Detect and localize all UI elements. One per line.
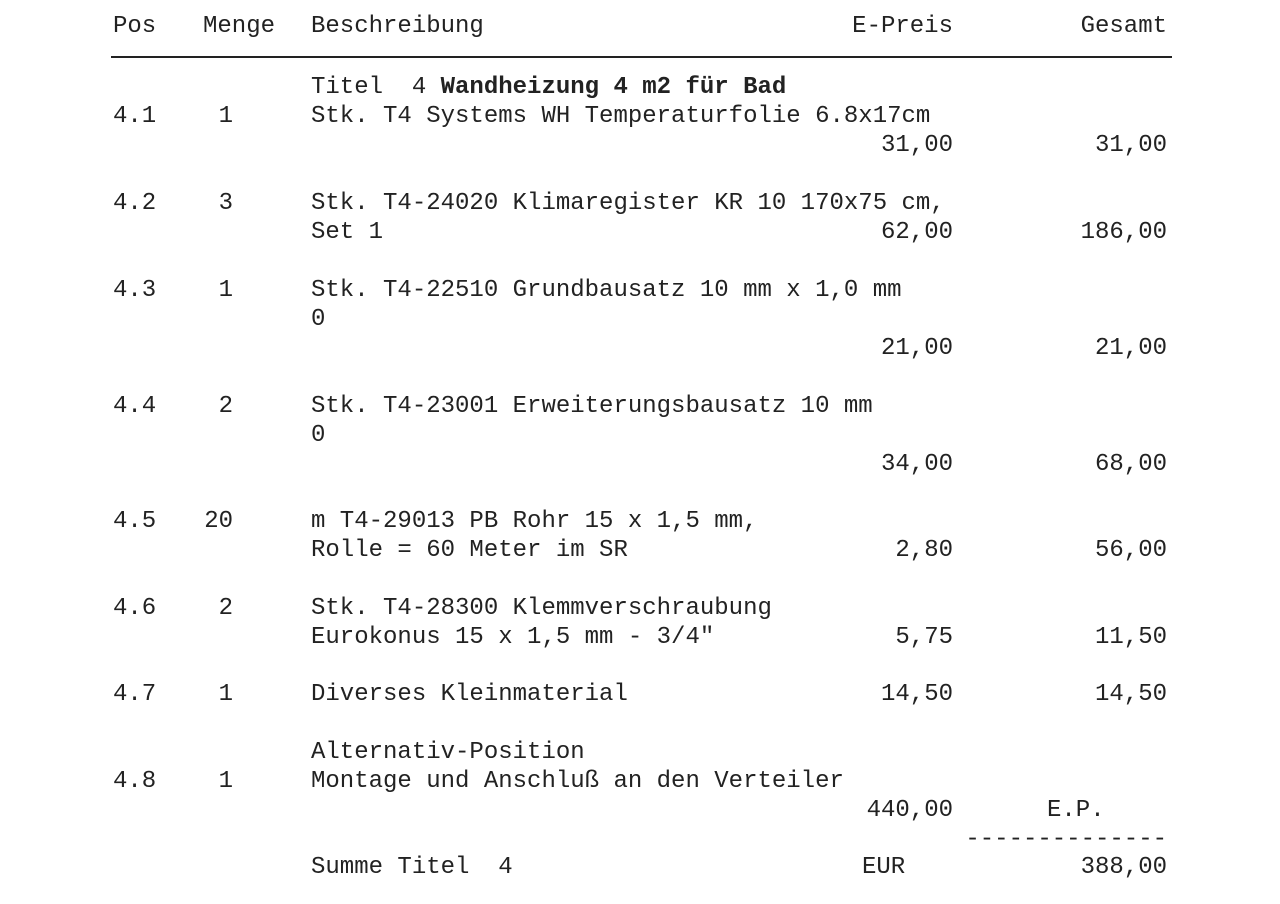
header-epreis: E-Preis [852,13,953,40]
item-eprice: 62,00 [880,219,953,246]
item-qty: 1 [218,277,233,304]
item-eprice: 14,50 [880,681,953,708]
item-desc-line2: Eurokonus 15 x 1,5 mm - 3/4" [311,624,715,651]
item-pos: 4.1 [113,103,157,130]
item-desc-line1: Stk. T4-22510 Grundbausatz 10 mm x 1,0 mm [311,277,902,304]
item-qty: 20 [204,508,233,535]
item-qty: 2 [218,595,233,622]
item-eprice: 440,00 [866,797,953,824]
item-desc-line1: Stk. T4-23001 Erweiterungsbausatz 10 mm [311,393,873,420]
item-desc-line2: Set 1 [311,219,384,246]
eprice-note: E.P. [1047,797,1105,824]
item-desc-line2: 0 [311,306,326,333]
header-rule [111,56,1172,58]
section-title-prefix: Titel 4 [311,74,441,101]
item-qty: 2 [218,393,233,420]
item-total: 14,50 [1094,681,1167,708]
item-desc-line1: Stk. T4-28300 Klemmverschraubung [311,595,772,622]
item-total: 68,00 [1094,451,1167,478]
sum-divider: -------------- [965,826,1167,853]
item-desc-line1: Montage und Anschluß an den Verteiler [311,768,844,795]
item-pos: 4.8 [113,768,157,795]
header-menge: Menge [203,13,276,40]
sum-label: Summe Titel 4 [311,854,513,881]
item-qty: 1 [218,103,233,130]
item-desc-line1: m T4-29013 PB Rohr 15 x 1,5 mm, [311,508,758,535]
item-eprice: 5,75 [895,624,953,651]
item-desc-line2: Rolle = 60 Meter im SR [311,537,628,564]
item-pos: 4.3 [113,277,157,304]
item-total: 186,00 [1080,219,1167,246]
header-beschreibung: Beschreibung [311,13,484,40]
section-title [311,73,786,102]
item-eprice: 34,00 [880,451,953,478]
item-pos: 4.6 [113,595,157,622]
header-gesamt: Gesamt [1080,13,1167,40]
item-total: 56,00 [1094,537,1167,564]
item-total: 11,50 [1094,624,1167,651]
item-eprice: 31,00 [880,132,953,159]
item-qty: 3 [218,190,233,217]
item-qty: 1 [218,768,233,795]
item-pos: 4.7 [113,681,157,708]
header-pos: Pos [113,13,157,40]
item-desc-line1: Stk. T4-24020 Klimaregister KR 10 170x75 cm, [311,190,945,217]
item-pos: 4.4 [113,393,157,420]
item-pos: 4.5 [113,508,157,535]
item-total: 31,00 [1094,132,1167,159]
sum-total: 388,00 [1080,854,1167,881]
item-total: 21,00 [1094,335,1167,362]
item-desc-line1: Stk. T4 Systems WH Temperaturfolie 6.8x17cm [311,103,931,130]
alternative-label: Alternativ-Position [311,739,585,766]
item-eprice: 2,80 [895,537,953,564]
item-desc-line2: 0 [311,422,326,449]
item-pos: 4.2 [113,190,157,217]
item-desc-line1: Diverses Kleinmaterial [311,681,628,708]
section-title-name: Wandheizung 4 m2 für Bad [440,74,787,101]
item-eprice: 21,00 [880,335,953,362]
sum-currency: EUR [862,854,906,881]
item-qty: 1 [218,681,233,708]
